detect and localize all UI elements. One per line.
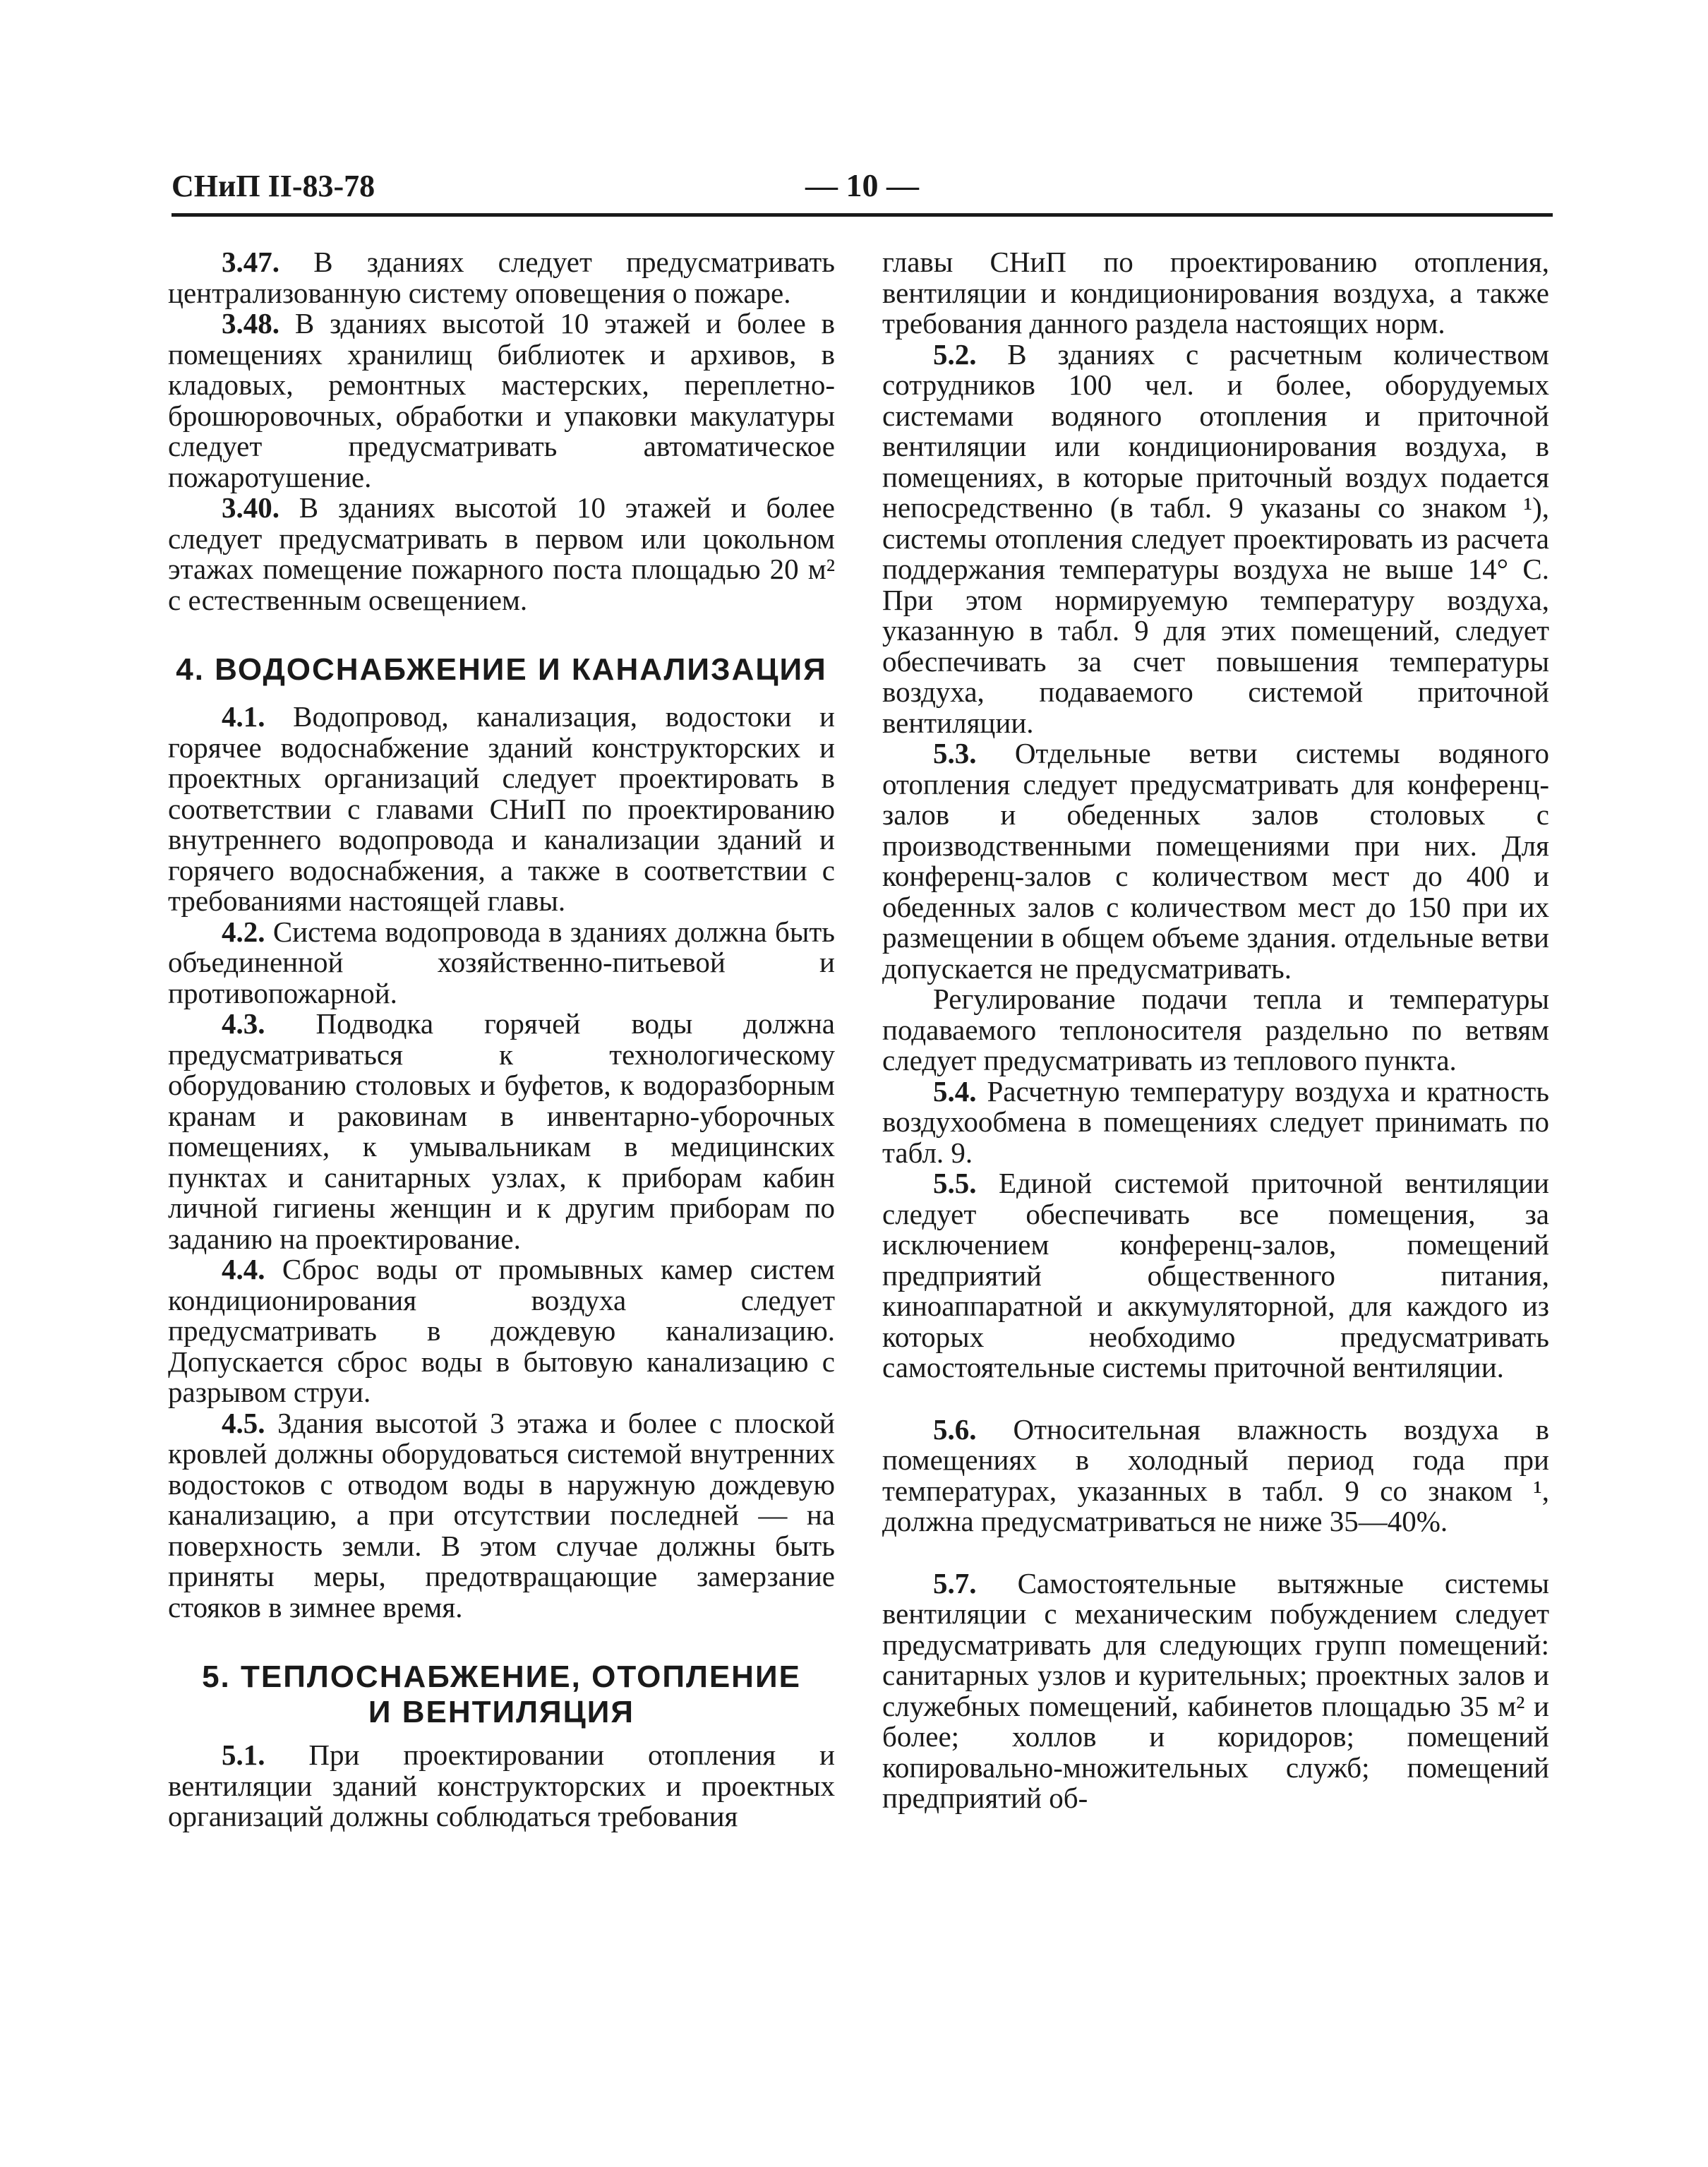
- paragraph-5-1: [168, 1740, 835, 1832]
- paragraph-5-1-continued: главы СНиП по проектированию отопления, вентиляции и кондиционирования воздуха, а также требования данного раздела настоящих норм.: [882, 246, 1549, 340]
- page-header: [172, 161, 1553, 217]
- clause-text: При проектировании отопления и вентиляции зданий конструкторских и проектных организаций должны соблюдаться требования: [168, 1739, 835, 1832]
- clause-text: Относительная влажность воздуха в помещениях в холодный период года при температурах, указанных в табл. 9 со знаком ¹, должна предусматриваться не ниже 35—40%.: [882, 1412, 1549, 1537]
- clause-text: Водопровод, канализация, водостоки и горячее водоснабжение зданий конструкторских и проектных организаций следует проектировать в соответствии с главами СНиП по проектированию внутреннего водопровода и канализации зданий и горячего водоснабжения, а также в соответствии с требованиями настоящей главы.: [168, 700, 835, 917]
- clause-text: Расчетную температуру воздуха и кратность воздухообмена в помещениях следует принимать по табл. 9.: [882, 1074, 1549, 1169]
- paragraph-3-47: [168, 247, 835, 308]
- paragraph-5-2: [882, 337, 1549, 739]
- paragraph-4-1: [168, 702, 835, 917]
- clause-number: 4.4.: [222, 1253, 265, 1285]
- paragraph-5-3-regulation: Регулирование подачи тепла и температуры подаваемого теплоносителя раздельно по ветвям следует предусматривать из теплового пункта.: [882, 983, 1549, 1076]
- clause-text: В зданиях высотой 10 этажей и более в помещениях хранилищ библиотек и архивов, в кладовых, ремонтных мастерских, переплетно-брошюровочных, обработки и упаковки макулатуры следует предусматривать автоматическое пожаротушение.: [168, 307, 835, 493]
- clause-text: Отдельные ветви системы водяного отопления следует предусматривать для конференц-залов и обеденных залов столовых с производственными помещениями при них. Для конференц-залов с количеством мест до 400 и обеденных залов с количеством мест до 150 при их размещении в общем объеме здания. отдельные ветви допускается не предусматривать.: [882, 737, 1549, 985]
- paragraph-5-4: [882, 1076, 1549, 1169]
- section-5-heading-line1: 5. ТЕПЛОСНАБЖЕНИЕ, ОТОПЛЕНИЕ: [202, 1659, 801, 1694]
- clause-number: 5.1.: [222, 1739, 265, 1771]
- clause-text: Система водопровода в зданиях должна быть объединенной хозяйственно-питьевой и противопожарной.: [168, 915, 835, 1009]
- clause-text: Здания высотой 3 этажа и более с плоской кровлей должны оборудоваться системой внутренних водостоков с отводом воды в наружную дождевую канализацию, а при отсутствии последней — на поверхность земли. В этом случае должны быть приняты меры, предотвращающие замерзание стояков в зимнее время.: [168, 1406, 835, 1623]
- clause-number: 4.5.: [222, 1406, 265, 1439]
- clause-number: 3.47.: [222, 246, 279, 278]
- clause-number: 5.6.: [933, 1412, 977, 1446]
- clause-number: 4.3.: [222, 1007, 265, 1040]
- paragraph-4-4: [168, 1254, 835, 1408]
- clause-text: В зданиях с расчетным количеством сотрудников 100 чел. и более, оборудуемых системами водяного отопления и приточной вентиляции или кондиционирования воздуха, в помещениях, в которые приточный воздух подается непосредственно (в табл. 9 указаны со знаком ¹), системы отопления следует проектировать из расчета поддержания температуры воздуха не выше 14° С. При этом нормируемую температуру воздуха, указанную в табл. 9 для этих помещений, следует обеспечивать за счет повышения температуры воздуха, подаваемого системой приточной вентиляции.: [882, 337, 1549, 739]
- clause-number: 3.48.: [222, 307, 279, 340]
- left-column: [168, 247, 835, 1832]
- page-number: — 10 —: [805, 167, 919, 203]
- paragraph-5-6: [882, 1412, 1549, 1537]
- paragraph-4-2: [168, 917, 835, 1009]
- clause-number: 5.4.: [933, 1074, 977, 1107]
- clause-number: 4.2.: [222, 915, 265, 948]
- clause-text: В зданиях высотой 10 этажей и более следует предусматривать в первом или цокольном этажах помещение пожарного поста площадью 20 м² с естественным освещением.: [168, 491, 835, 616]
- paragraph-4-3: [168, 1009, 835, 1254]
- clause-text: Самостоятельные вытяжные системы вентиляции с механическим побуждением следует предусматривать для следующих групп помещений: санитарных узлов и курительных; проектных залов и служебных помещений, кабинетов площадью 35 м² и более; холлов и коридоров; помещений копировально-множительных служб; помещений предприятий об-: [882, 1566, 1549, 1814]
- paragraph-5-7: [882, 1568, 1549, 1814]
- right-column: [882, 247, 1549, 1814]
- document-code: СНиП II-83-78: [172, 169, 375, 203]
- paragraph-3-48: [168, 308, 835, 493]
- clause-number: 5.2.: [933, 337, 977, 371]
- clause-number: 5.7.: [933, 1566, 977, 1599]
- clause-text: Сброс воды от промывных камер систем кондиционирования воздуха следует предусматривать в дождевую канализацию. Допускается сброс воды в бытовую канализацию с разрывом струи.: [168, 1253, 835, 1408]
- clause-number: 5.3.: [933, 737, 977, 769]
- clause-number: 5.5.: [933, 1167, 977, 1199]
- paragraph-3-40: [168, 493, 835, 616]
- clause-number: 3.40.: [222, 491, 279, 524]
- clause-text: Подводка горячей воды должна предусматриваться к технологическому оборудованию столовых и буфетов, к водоразборным кранам и раковинам в инвентарно-уборочных помещениях, к умывальникам в медицинских пунктах и санитарных узлах, к приборам кабин личной гигиены женщин и к другим приборам по заданию на проектирование.: [168, 1007, 835, 1255]
- clause-number: 4.1.: [222, 700, 265, 733]
- clause-text: Единой системой приточной вентиляции следует обеспечивать все помещения, за исключением конференц-залов, помещений предприятий общественного питания, киноаппаратной и аккумуляторной, для каждого из которых необходимо предусматривать самостоятельные системы приточной вентиляции.: [882, 1167, 1549, 1383]
- clause-text: В зданиях следует предусматривать централизованную систему оповещения о пожаре.: [168, 246, 835, 309]
- section-4-heading: 4. ВОДОСНАБЖЕНИЕ И КАНАЛИЗАЦИЯ: [176, 652, 827, 687]
- paragraph-5-3: [882, 738, 1549, 984]
- paragraph-4-5: [168, 1408, 835, 1623]
- paragraph-5-5: [882, 1168, 1549, 1383]
- section-5-heading-line2: И ВЕНТИЛЯЦИЯ: [368, 1695, 635, 1729]
